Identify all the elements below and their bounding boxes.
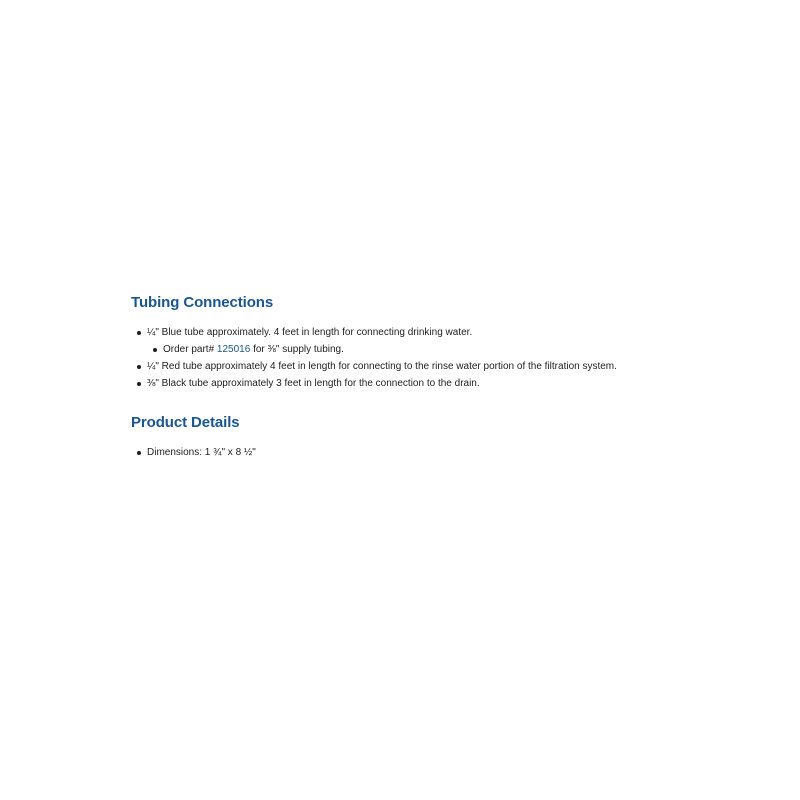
list-item <box>147 358 771 375</box>
product-description <box>131 292 771 461</box>
bullet-icon <box>137 382 141 386</box>
tubing-connections-heading: Tubing Connections <box>131 294 274 311</box>
list-item <box>147 444 771 461</box>
list-item-text: ¼" Red tube approximately 4 feet in length for connecting to the rinse water portion of the filtration system. <box>147 361 617 372</box>
bullet-icon <box>137 331 141 335</box>
section-spacer <box>131 392 771 412</box>
dimensions-text: Dimensions: 1 ¾" x 8 ½" <box>147 447 256 458</box>
product-details-list <box>131 444 771 461</box>
list-item <box>147 375 771 392</box>
order-part-suffix: for ⅜" supply tubing. <box>250 344 344 355</box>
tubing-connections-list <box>131 324 771 392</box>
order-part-prefix: Order part# <box>163 344 217 355</box>
list-item-text: ⅜" Black tube approximately 3 feet in length for the connection to the drain. <box>147 378 480 389</box>
product-details-heading: Product Details <box>131 414 240 431</box>
part-number-link[interactable]: 125016 <box>216 344 251 355</box>
list-item <box>147 324 771 358</box>
list-item <box>163 341 771 358</box>
bullet-icon <box>137 451 141 455</box>
tubing-sub-list <box>147 341 771 358</box>
bullet-icon <box>153 348 157 352</box>
bullet-icon <box>137 365 141 369</box>
list-item-text: ¼" Blue tube approximately. 4 feet in length for connecting drinking water. <box>147 327 473 338</box>
